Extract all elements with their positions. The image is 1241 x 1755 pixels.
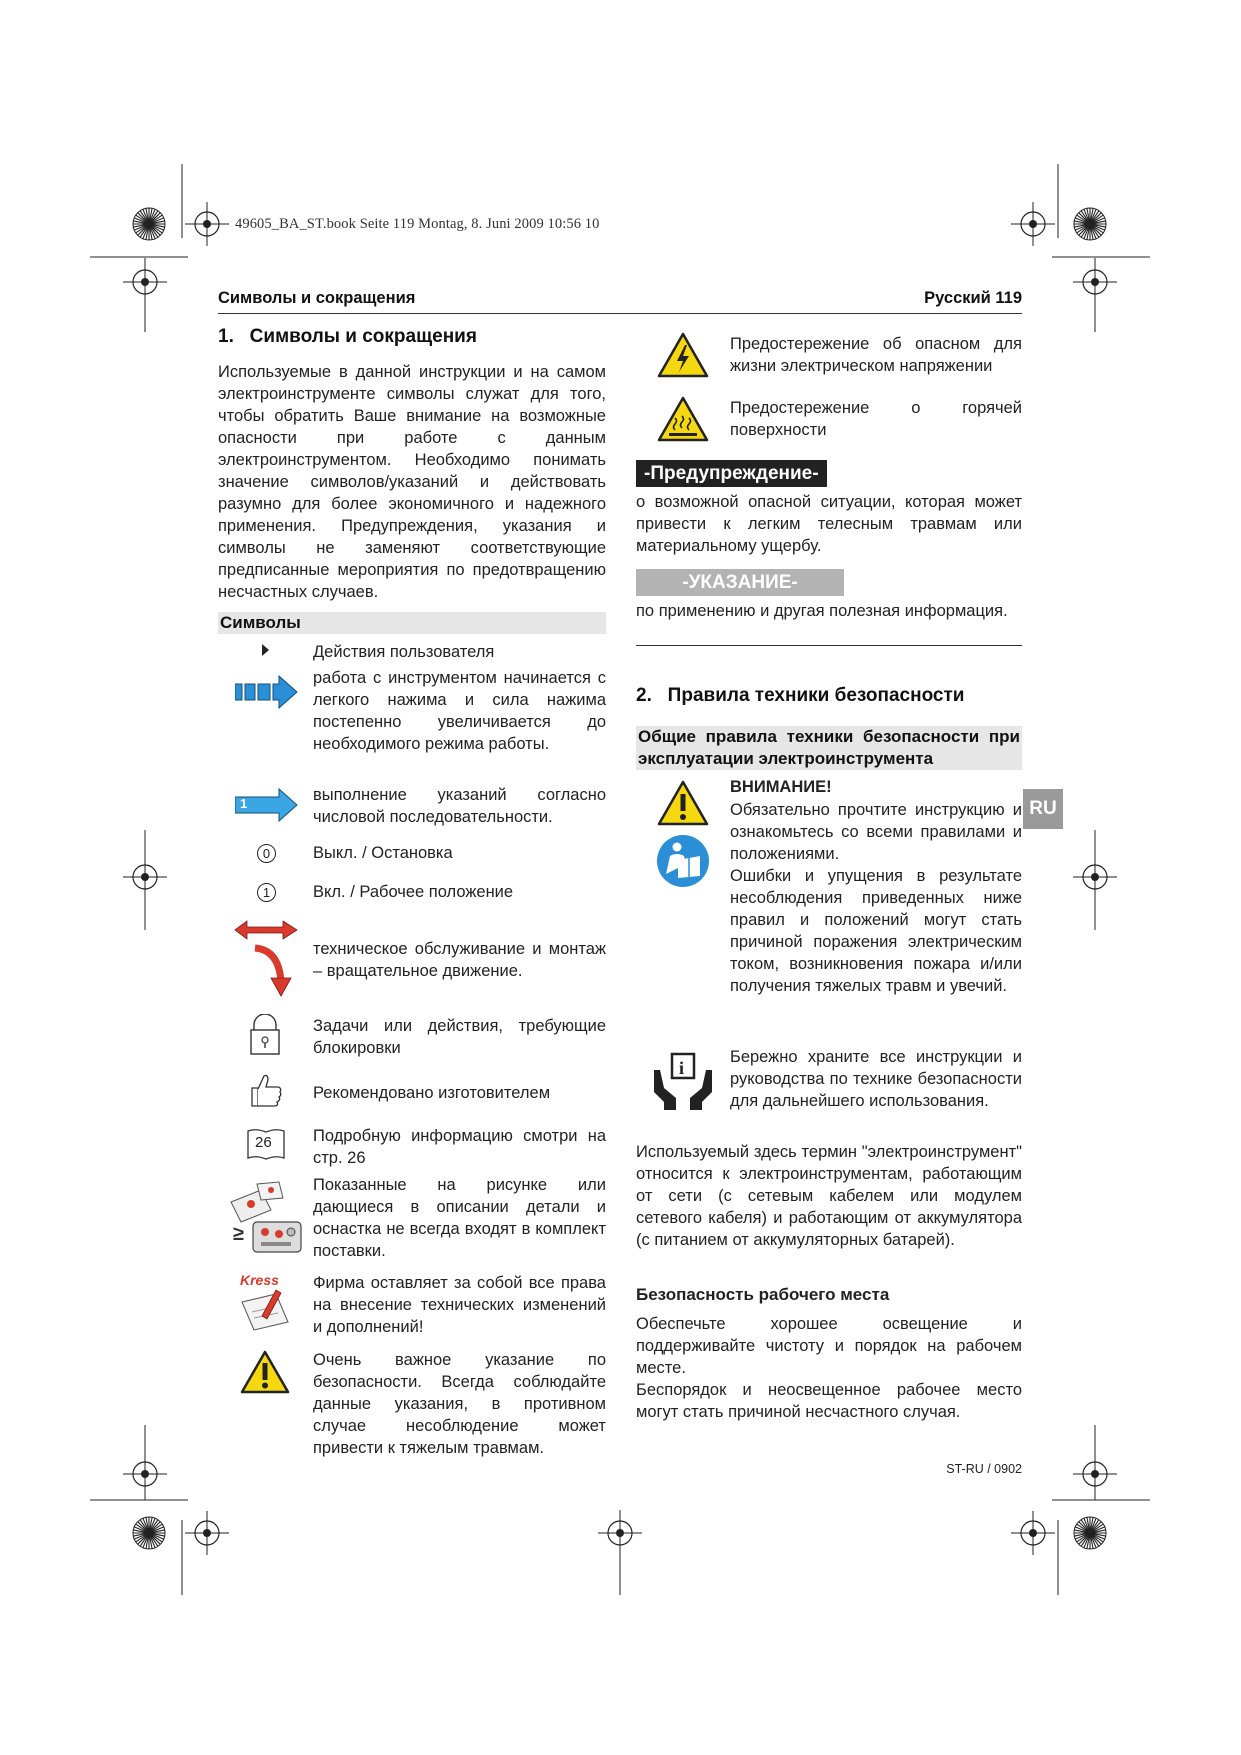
attention-triangle-icon [657,780,709,826]
symbols-heading: Символы [218,612,606,634]
running-header-left: Символы и сокращения [218,289,416,307]
electric-hazard-icon [657,332,709,378]
header-rule [218,313,1022,314]
symbol-text-pressure: работа с инструментом начинается с легкого нажима и сила нажима постепенно увеличивается до необходимого режима работы. [313,669,606,753]
rotation-arrows-icon [233,920,299,998]
symbol-text-on: Вкл. / Рабочее положение [313,883,514,901]
running-header-right: Русский 119 [924,289,1022,307]
electric-warning-text: Предостережение об опасном для жизни электрическом напряжении [730,335,1022,375]
caution-label: -Предупреждение- [636,460,827,487]
hot-surface-text: Предостережение о горячей поверхности [730,399,1022,439]
book-page-number: 26 [255,1134,272,1151]
symbol-text-warning: Очень важное указание по безопасности. Всегда соблюдайте данные указания, в противном случае несоблюдение может привести к тяжелым травмам. [313,1351,606,1457]
off-symbol-icon: 0 [257,844,276,863]
language-tab: RU [1023,789,1063,829]
symbol-text-kress: Фирма оставляет за собой все права на внесение технических изменений и дополнений! [313,1274,606,1336]
attention-text: Обязательно прочтите инструкцию и ознакомьтесь со всеми правилами и положениями. [730,801,1022,863]
read-manual-icon [656,834,710,888]
caution-text: о возможной опасной ситуации, которая может привести к легким телесным травмам или материальному ущербу. [636,493,1022,555]
symbol-text-see-page: Подробную информацию смотри на стр. 26 [313,1127,606,1167]
padlock-icon [247,1014,283,1056]
symbol-text-lock: Задачи или действия, требующие блокировки [313,1017,606,1057]
kress-pen-icon [232,1272,298,1334]
keep-instructions-icon [652,1050,714,1112]
workplace-heading: Безопасность рабочего места [636,1285,890,1304]
attention-gray-text: Ошибки и упущения в результате несоблюдения приведенных ниже правил и положений могут стать причиной поражения электрическим током, возникновения пожара и/или получения тяжелых травм и увечий. [730,867,1022,995]
symbol-text-rotation: техническое обслуживание и монтаж – вращательное движение. [313,940,606,980]
segmented-arrow-icon [235,674,299,710]
triangle-bullet-icon [262,644,270,656]
svg-text:i: i [679,1058,685,1078]
keep-instructions-text: Бережно храните все инструкции и руководства по технике безопасности для дальнейшего использования. [730,1048,1022,1110]
note-rule [636,645,1022,646]
section2-title: 2. Правила техники безопасности [636,685,965,706]
footer-code: ST-RU / 0902 [946,1462,1022,1476]
on-symbol-icon: 1 [257,883,276,902]
section1-intro: Используемые в данной инструкции и на самом электроинструменте символы служат для того, чтобы обратить Ваше внимание на возможные опасности при работе с данным электроинструментом. Необходимо понимать значение символов/указаний и действовать разумно для более экономичного и надежного применения. Предупреждения, указания и символы не заменяют соответствующие предписанные мероприятия по предотвращению несчастных случаев. [218,363,606,601]
term-paragraph: Используемый здесь термин "электроинструмент" относится к электроинструментам, работающим от сети (с сетевым кабелем или модулем сетевого кабеля) и работающим от аккумулятора (с питанием от аккумуляторных батарей). [636,1143,1022,1249]
numbered-arrow-icon [235,787,299,823]
symbol-text-user-action: Действия пользователя [313,643,495,661]
print-header: 49605_BA_ST.book Seite 119 Montag, 8. Juni 2009 10:56 10 [235,216,600,232]
section2-subheading: Общие правила техники безопасности при эксплуатации электроинструмента [638,727,1020,768]
symbol-text-accessories: Показанные на рисунке или дающиеся в описании детали и оснастка не всегда входят в комплект поставки. [313,1176,606,1260]
symbol-text-recommended: Рекомендовано изготовителем [313,1084,551,1102]
note-text: по применению и другая полезная информация. [636,602,1008,620]
numbered-arrow-badge: 1 [240,796,248,811]
warning-triangle-icon [240,1350,290,1394]
svg-text:≥: ≥ [233,1223,244,1245]
kress-brand: Kress [240,1272,279,1288]
book-page-icon [246,1127,286,1161]
symbol-text-sequence: выполнение указаний согласно числовой последовательности. [313,786,606,826]
thumbs-up-icon [248,1072,284,1110]
note-label: -УКАЗАНИЕ- [636,569,844,596]
hot-surface-icon [657,396,709,442]
workplace-text: Обеспечьте хорошее освещение и поддерживайте чистоту и порядок на рабочем месте. [636,1315,1022,1377]
workplace-gray-text: Беспорядок и неосвещенное рабочее место могут стать причиной несчастного случая. [636,1381,1022,1421]
symbol-text-off: Выкл. / Остановка [313,844,453,862]
accessories-icon [227,1180,307,1256]
section1-title: 1. Символы и сокращения [218,326,477,347]
attention-title: ВНИМАНИЕ! [730,778,832,796]
